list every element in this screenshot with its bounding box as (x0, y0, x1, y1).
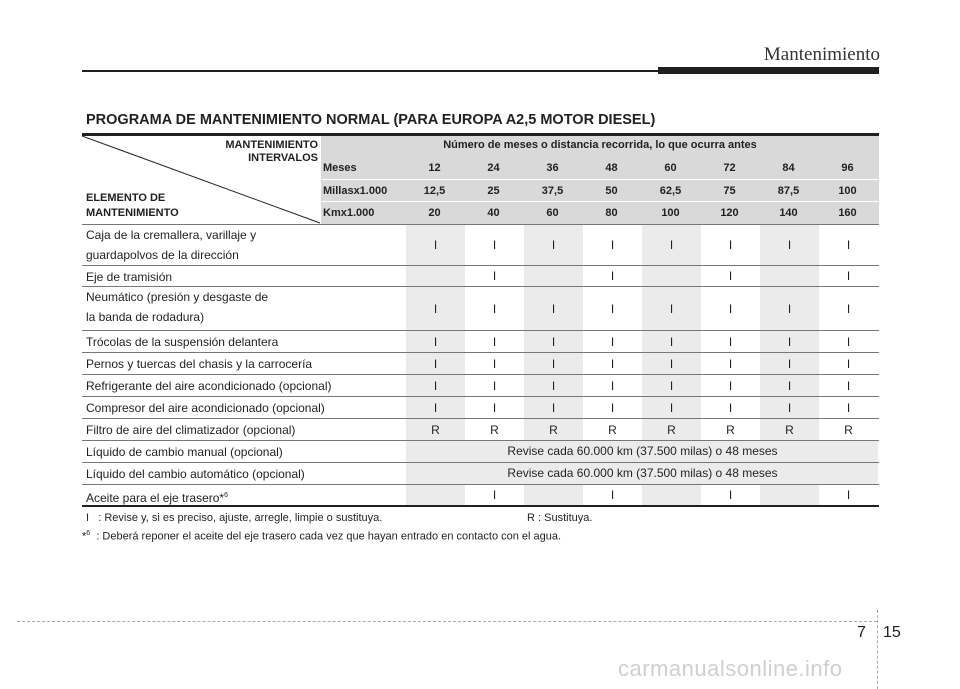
page-number: 15 (883, 624, 901, 641)
interval-value: 36 (546, 162, 559, 174)
interval-divider (321, 201, 879, 202)
schedule-mark: I (492, 334, 497, 349)
schedule-mark: I (669, 301, 674, 316)
schedule-mark: I (433, 238, 438, 252)
schedule-mark: I (728, 269, 733, 283)
interval-value: 40 (487, 207, 500, 219)
schedule-mark: I (433, 356, 438, 371)
maintenance-item-label (86, 463, 305, 485)
interval-row-label: Millasx1.000 (323, 185, 388, 197)
shaded-cell (642, 266, 701, 286)
shaded-cell (524, 266, 583, 286)
shaded-cell (760, 266, 819, 286)
schedule-mark: R (844, 422, 853, 437)
page-fold-guide (877, 610, 878, 689)
schedule-mark: I (433, 378, 438, 393)
schedule-mark: R (431, 422, 440, 437)
interval-value: 84 (782, 162, 795, 174)
schedule-mark: I (610, 301, 615, 316)
schedule-mark: I (433, 334, 438, 349)
schedule-mark: I (551, 334, 556, 349)
interval-value: 60 (546, 207, 559, 219)
schedule-mark: I (610, 334, 615, 349)
maintenance-item-line: Neumático (presión y desgaste de (86, 290, 269, 304)
maintenance-item-label (86, 287, 268, 327)
maintenance-item-label (86, 353, 312, 375)
schedule-mark: I (492, 238, 497, 252)
interval-value: 75 (723, 185, 736, 197)
interval-value: 62,5 (659, 185, 682, 197)
schedule-mark: I (551, 400, 556, 415)
schedule-mark: I (669, 238, 674, 252)
maintenance-item-line (86, 485, 228, 509)
shaded-cell (642, 485, 701, 505)
schedule-mark: I (492, 356, 497, 371)
schedule-mark: I (846, 334, 851, 349)
footnote-r: R : Sustituya. (527, 512, 593, 524)
span-header: Número de meses o distancia recorrida, lo que ocurra antes (321, 136, 879, 157)
schedule-mark: I (728, 400, 733, 415)
shaded-cell (406, 485, 465, 505)
schedule-mark: I (551, 356, 556, 371)
maintenance-item-text: Aceite para el eje trasero* (86, 491, 225, 505)
schedule-mark: I (669, 400, 674, 415)
interval-value: 37,5 (541, 185, 564, 197)
interval-row (321, 202, 879, 224)
footnote-ref: 6 (224, 492, 228, 499)
schedule-mark: I (787, 400, 792, 415)
interval-row (321, 157, 879, 179)
schedule-mark: I (669, 334, 674, 349)
maintenance-item-label (86, 397, 325, 419)
schedule-mark: I (492, 301, 497, 316)
schedule-mark: I (551, 378, 556, 393)
schedule-mark: R (726, 422, 735, 437)
schedule-mark: I (551, 301, 556, 316)
interval-value: 160 (838, 207, 857, 219)
schedule-mark: I (492, 269, 497, 283)
schedule-mark: I (669, 356, 674, 371)
interval-value: 24 (487, 162, 500, 174)
shaded-cell (760, 485, 819, 505)
schedule-mark: R (549, 422, 558, 437)
span-cell-text: Revise cada 60.000 km (37.500 milas) o 48 meses (507, 466, 778, 480)
shaded-cell (524, 485, 583, 505)
schedule-mark: I (610, 488, 615, 502)
maintenance-item-label (86, 441, 283, 463)
interval-row-label: Meses (323, 162, 357, 174)
page-title: PROGRAMA DE MANTENIMIENTO NORMAL (PARA EUROPA A2,5 MOTOR DIESEL) (86, 112, 656, 128)
schedule-mark: I (787, 378, 792, 393)
maintenance-item-line: Líquido del cambio automático (opcional) (86, 467, 305, 481)
interval-value: 12,5 (423, 185, 446, 197)
interval-value: 100 (661, 207, 680, 219)
interval-value: 50 (605, 185, 618, 197)
schedule-mark: I (610, 238, 615, 252)
interval-value: 12 (428, 162, 441, 174)
maintenance-item-line: Refrigerante del aire acondicionado (opcional) (86, 379, 332, 393)
running-header-title: Mantenimiento (763, 44, 880, 65)
schedule-mark: R (608, 422, 617, 437)
page-margin-guide (17, 621, 877, 622)
footnote-i: I : Revise y, si es preciso, ajuste, arregle, limpie o sustituya. (86, 512, 383, 524)
interval-value: 96 (841, 162, 854, 174)
maintenance-item-line: Trócolas de la suspensión delantera (86, 335, 279, 349)
interval-value: 87,5 (777, 185, 800, 197)
maintenance-item-line: Eje de tramisión (86, 270, 173, 284)
maintenance-item-line: la banda de rodadura) (86, 310, 205, 324)
interval-value: 20 (428, 207, 441, 219)
schedule-mark: R (667, 422, 676, 437)
schedule-mark: I (787, 301, 792, 316)
maintenance-item-line: guardapolvos de la dirección (86, 248, 239, 262)
schedule-mark: R (490, 422, 499, 437)
interval-row-label: Kmx1.000 (323, 207, 375, 219)
interval-value: 100 (838, 185, 857, 197)
maintenance-item-label (86, 266, 172, 288)
maintenance-item-label (86, 225, 256, 265)
schedule-mark: I (728, 356, 733, 371)
maintenance-item-line: Pernos y tuercas del chasis y la carrocería (86, 357, 313, 371)
schedule-mark: I (846, 269, 851, 283)
interval-value: 60 (664, 162, 677, 174)
shaded-cell (406, 266, 465, 286)
interval-value: 48 (605, 162, 618, 174)
schedule-mark: I (846, 356, 851, 371)
maintenance-item-label (86, 419, 295, 441)
schedule-mark: I (846, 301, 851, 316)
maintenance-item-label (86, 375, 331, 397)
schedule-mark: I (846, 238, 851, 252)
footnote-star: *$^6$ : Deberá reponer el aceite del eje trasero cada vez que hayan entrado en contacto con el agua. (82, 530, 562, 543)
maintenance-item-label (86, 331, 278, 353)
schedule-mark: I (492, 378, 497, 393)
schedule-mark: I (669, 378, 674, 393)
schedule-mark: I (728, 301, 733, 316)
schedule-mark: I (728, 334, 733, 349)
schedule-mark: I (492, 488, 497, 502)
span-cell-text: Revise cada 60.000 km (37.500 milas) o 48 meses (507, 444, 778, 458)
schedule-mark: I (610, 378, 615, 393)
schedule-mark: I (433, 400, 438, 415)
interval-value: 25 (487, 185, 500, 197)
schedule-mark: I (846, 488, 851, 502)
maintenance-item-line: Compresor del aire acondicionado (opcional) (86, 401, 325, 415)
maintenance-item-label (86, 485, 228, 509)
interval-value: 120 (720, 207, 739, 219)
schedule-mark: I (610, 400, 615, 415)
corner-label-intervals: MANTENIMIENTO INTERVALOS (225, 139, 318, 164)
interval-divider (321, 179, 879, 180)
schedule-mark: I (433, 301, 438, 316)
schedule-mark: I (846, 400, 851, 415)
interval-value: 140 (779, 207, 798, 219)
chapter-number: 7 (857, 624, 866, 641)
schedule-mark: I (787, 356, 792, 371)
maintenance-item-line: Filtro de aire del climatizador (opcional) (86, 423, 296, 437)
interval-value: 72 (723, 162, 736, 174)
watermark: carmanualsonline.info (618, 656, 843, 681)
interval-value: 80 (605, 207, 618, 219)
schedule-mark: I (610, 356, 615, 371)
schedule-mark: I (728, 378, 733, 393)
schedule-mark: I (846, 378, 851, 393)
schedule-mark: I (551, 238, 556, 252)
header-rule-bold (658, 67, 879, 74)
schedule-mark: I (728, 238, 733, 252)
schedule-mark: I (787, 238, 792, 252)
schedule-mark: I (492, 400, 497, 415)
schedule-mark: R (785, 422, 794, 437)
header-rule (82, 70, 658, 72)
schedule-mark: I (728, 488, 733, 502)
maintenance-item-line: Caja de la cremallera, varillaje y (86, 228, 257, 242)
corner-label-element: ELEMENTO DE MANTENIMIENTO (86, 192, 179, 219)
maintenance-item-line: Líquido de cambio manual (opcional) (86, 445, 283, 459)
schedule-mark: I (610, 269, 615, 283)
schedule-mark: I (787, 334, 792, 349)
interval-row (321, 180, 879, 202)
